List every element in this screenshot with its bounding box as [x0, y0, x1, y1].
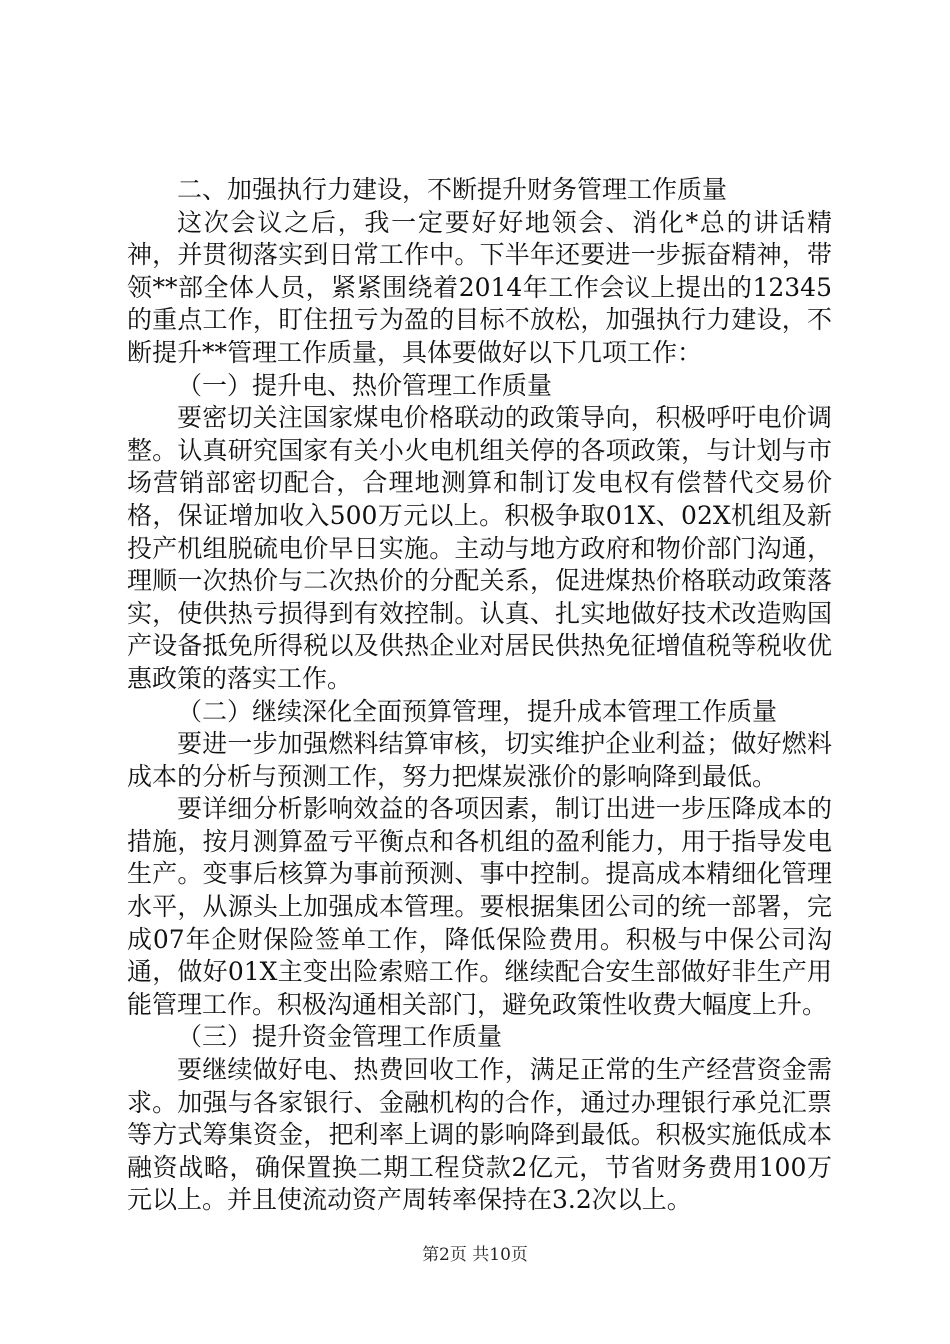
subsection-heading: （一）提升电、热价管理工作质量 — [177, 370, 553, 400]
paragraph: 要继续做好电、热费回收工作，满足正常的生产经营资金需求。加强与各家银行、金融机构的合作，通过办理银行承兑汇票等方式筹集资金，把利率上调的影响降到最低。积极实施低成本融资战略，确保置换二期工程贷款2亿元，节省财务费用100万元以上。并且使流动资产周转率保持在3.2次以上。 — [127, 1055, 832, 1215]
paragraph: 这次会议之后，我一定要好好地领会、消化*总的讲话精神，并贯彻落实到日常工作中。下半年还要进一步振奋精神，带领**部全体人员，紧紧围绕着2014年工作会议上提出的12345的重点工作，盯住扭亏为盈的目标不放松，加强执行力建设，不断提升**管理工作质量，具体要做好以下几项工作： — [127, 207, 832, 367]
subsection-heading: （二）继续深化全面预算管理，提升成本管理工作质量 — [177, 696, 778, 726]
paragraph: 要详细分析影响效益的各项因素，制订出进一步压降成本的措施，按月测算盈亏平衡点和各机组的盈利能力，用于指导发电生产。变事后核算为事前预测、事中控制。提高成本精细化管理水平，从源头上加强成本管理。要根据集团公司的统一部署，完成07年企财保险签单工作，降低保险费用。积极与中保公司沟通，做好01X主变出险索赔工作。继续配合安生部做好非生产用能管理工作。积极沟通相关部门，避免政策性收费大幅度上升。 — [127, 794, 832, 1019]
paragraph: 要进一步加强燃料结算审核，切实维护企业利益；做好燃料成本的分析与预测工作，努力把煤炭涨价的影响降到最低。 — [127, 729, 832, 791]
paragraph: 要密切关注国家煤电价格联动的政策导向，积极呼吁电价调整。认真研究国家有关小火电机组关停的各项政策，与计划与市场营销部密切配合，合理地测算和制订发电权有偿替代交易价格，保证增加收入500万元以上。积极争取01X、02X机组及新投产机组脱硫电价早日实施。主动与地方政府和物价部门沟通，理顺一次热价与二次热价的分配关系，促进煤热价格联动政策落实，使供热亏损得到有效控制。认真、扎实地做好技术改造购国产设备抵免所得税以及供热企业对居民供热免征增值税等税收优惠政策的落实工作。 — [127, 403, 832, 693]
subsection-heading: （三）提升资金管理工作质量 — [177, 1022, 503, 1052]
section-heading: 二、加强执行力建设，不断提升财务管理工作质量 — [177, 175, 728, 204]
document-body — [127, 174, 832, 1217]
page-footer: 第2页 共10页 — [422, 1245, 528, 1265]
